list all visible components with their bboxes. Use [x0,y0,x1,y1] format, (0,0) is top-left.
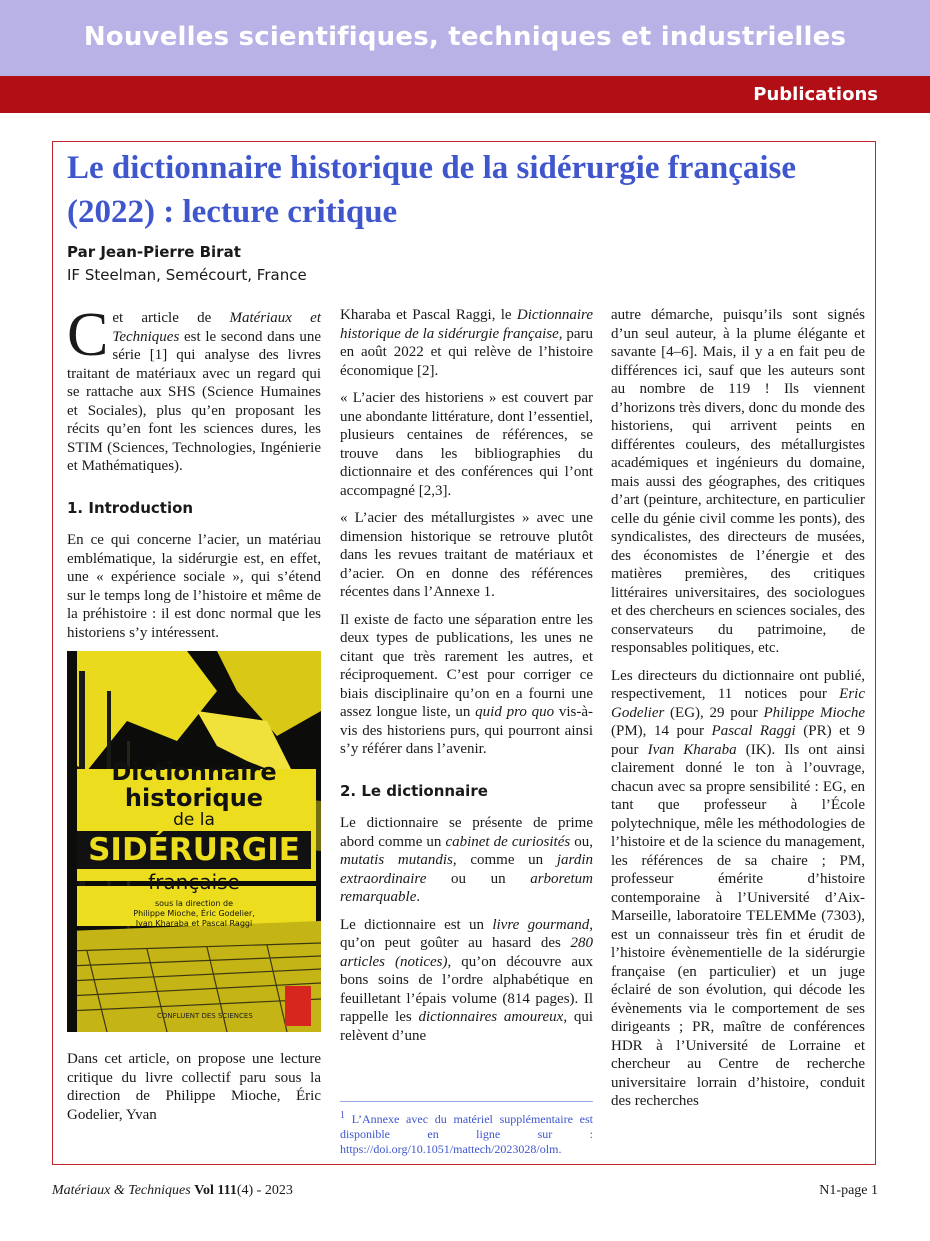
cover-line-5: française [148,870,240,894]
author-affiliation: IF Steelman, Semécourt, France [67,266,307,284]
footnote: $^1$ L’Annexe avec du matériel supplémentaire est disponible en ligne sur : https://doi.org/10.1051/mattech/2023028/olm. [340,1101,593,1157]
section-band [0,76,930,113]
paragraph: Les directeurs du dictionnaire ont publié, respectivement, 11 notices pour Eric Godelier (EG), 29 pour Philippe Mioche (PM), 14 pour Pascal Raggi (PR) et 9 pour Ivan Kharaba (IK). Ils ont ainsi clairement donné le ton à l’ouvrage, chacun avec sa propre sensibilité : EG, en tant que professeur à l’École polytechnique, mêle les méthodologies de l’histoire et de la science du management, les références de sa chaire ; PM, professeur émérite d’histoire contemporaine à l’Université d’Aix-Marseille, laboratoire TELEMMe (7303), est un connaisseur très fin et érudit de l’histoire évènementielle de la sidérurgie française (en particulier) et un juge éclairé de son évolution, qui décode les évènements via le comportement de ses dirigeants ; PR, maître de conférences HDR à l’Université de Lorraine et chercheur au Centre de recherche universitaire lorrain d’histoire, conduit des recherches [611,667,866,1109]
cover-title [67,759,321,929]
cover-credit-3: Ivan Kharaba et Pascal Raggi [135,919,253,928]
section-label: Publications [753,84,878,105]
cover-line-4: SIDÉRURGIE [77,831,311,869]
column-2 [340,306,593,1054]
cover-publisher: CONFLUENT DES SCIENCES [157,1012,253,1020]
section-heading-introduction: 1. Introduction [67,498,194,517]
paragraph: autre démarche, puisqu’ils sont signés d’un seul auteur, à la plume élégante et savante [4–6]. Mais, il y a en fait peu de différences ici, sauf que les auteurs sont au nombre de 119 ! Ils viennent d’horizons très divers, donc du monde des historiens, qui arrivent peints en différentes couleurs, des métallurgistes académiques et ingénieurs du domaine, mais aussi des géographes, des critiques d’art (peinture, architecture, en particulier celle du génie civil comme les ponts), des syndicalistes, des directeurs de musées, des économistes de l’énergie et des matières premières, des critiques littéraires universitaires, des sociologues et des chercheurs en sciences sociales, des conservateurs du patrimoine, de responsables politiques, etc. [611,307,865,656]
paragraph: « L’acier des historiens » est couvert par une abondante littérature, dont l’essentiel, plusieurs centaines de références, se trouve dans les bibliographies du dictionnaire et des conférences qui l’ont accompagné [2,3]. [340,390,593,499]
paragraph: Kharaba et Pascal Raggi, le Dictionnaire historique de la sidérurgie française, paru en août 2022 et qui relève de l’histoire économique [2]. [340,307,593,379]
paragraph: « L’acier des métallurgistes » avec une dimension historique se retrouve plutôt dans les revues traitant de matériaux et d’acier. On en donne des références récentes dans l’Annexe 1. [340,510,593,600]
section-heading-dictionnaire: 2. Le dictionnaire [340,781,488,800]
journal-banner [0,0,930,76]
column-1 [67,301,321,1133]
footer-page-number: N1-page 1 [819,1183,878,1198]
cover-line-2: historique [124,784,264,812]
cover-line-1: Dictionnaire [111,758,277,786]
cover-credit-2: Philippe Mioche, Éric Godelier, [133,909,255,918]
paragraph: Le dictionnaire se présente de prime abord comme un cabinet de curiosités ou, mutatis mutandis, comme un jardin extraordinaire ou un arboretum remarquable. [340,815,594,905]
cover-line-3: de la [173,810,215,830]
cover-credit-1: sous la direction de [154,899,234,908]
book-cover-image [67,651,321,1032]
paragraph: Le dictionnaire est un livre gourmand, qu’on peut goûter au hasard des 280 articles (notices), qu’on découvre aux bons soins de l’ordre alphabétique en feuilletant l’épais volume (814 pages). Il rappelle les dictionnaires amoureux, qui relèvent d’une [340,916,593,1044]
drop-cap: C [67,301,109,369]
paragraph: Il existe de facto une séparation entre les deux types de publications, les unes ne citant que très rarement les autres, et réciproquement. C’est pour corriger ce biais disciplinaire qu’on en a fourni une assez longue liste, un quid pro quo vis-à-vis des historiens purs, qui pourront ainsi s’y référer dans l’avenir. [340,611,593,757]
column-3 [611,306,865,1120]
paragraph: Dans cet article, on propose une lecture critique du livre collectif paru sous la direction de Philippe Mioche, Éric Godelier, Yvan [67,1051,321,1123]
paragraph: En ce qui concerne l’acier, un matériau emblématique, la sidérurgie est, en effet, une « expérience sociale », qui s’étend sur le temps long de l’histoire et même de la préhistoire : il est donc normal que les historiens s’y intéressent. [67,532,321,641]
intro-text: et article de Matériaux et Techniques est le second dans une série [1] qui analyse des livres traitant de matériaux avec un regard qui se rattache aux SHS (Science Humaines et Sociales), plus qu’en proposant les récits qu’en font les sciences dures, les STIM (Sciences, Technologies, Ingénierie et Mathématiques). [67,310,321,474]
intro-paragraph [67,301,321,476]
footer-journal-info: Matériaux & Techniques Vol 111(4) - 2023 [52,1183,293,1198]
banner-title: Nouvelles scientifiques, techniques et industrielles [83,22,847,52]
article-title: Le dictionnaire historique de la sidérurgie française (2022) : lecture critique [67,150,797,230]
author-name: Par Jean-Pierre Birat [67,243,241,261]
